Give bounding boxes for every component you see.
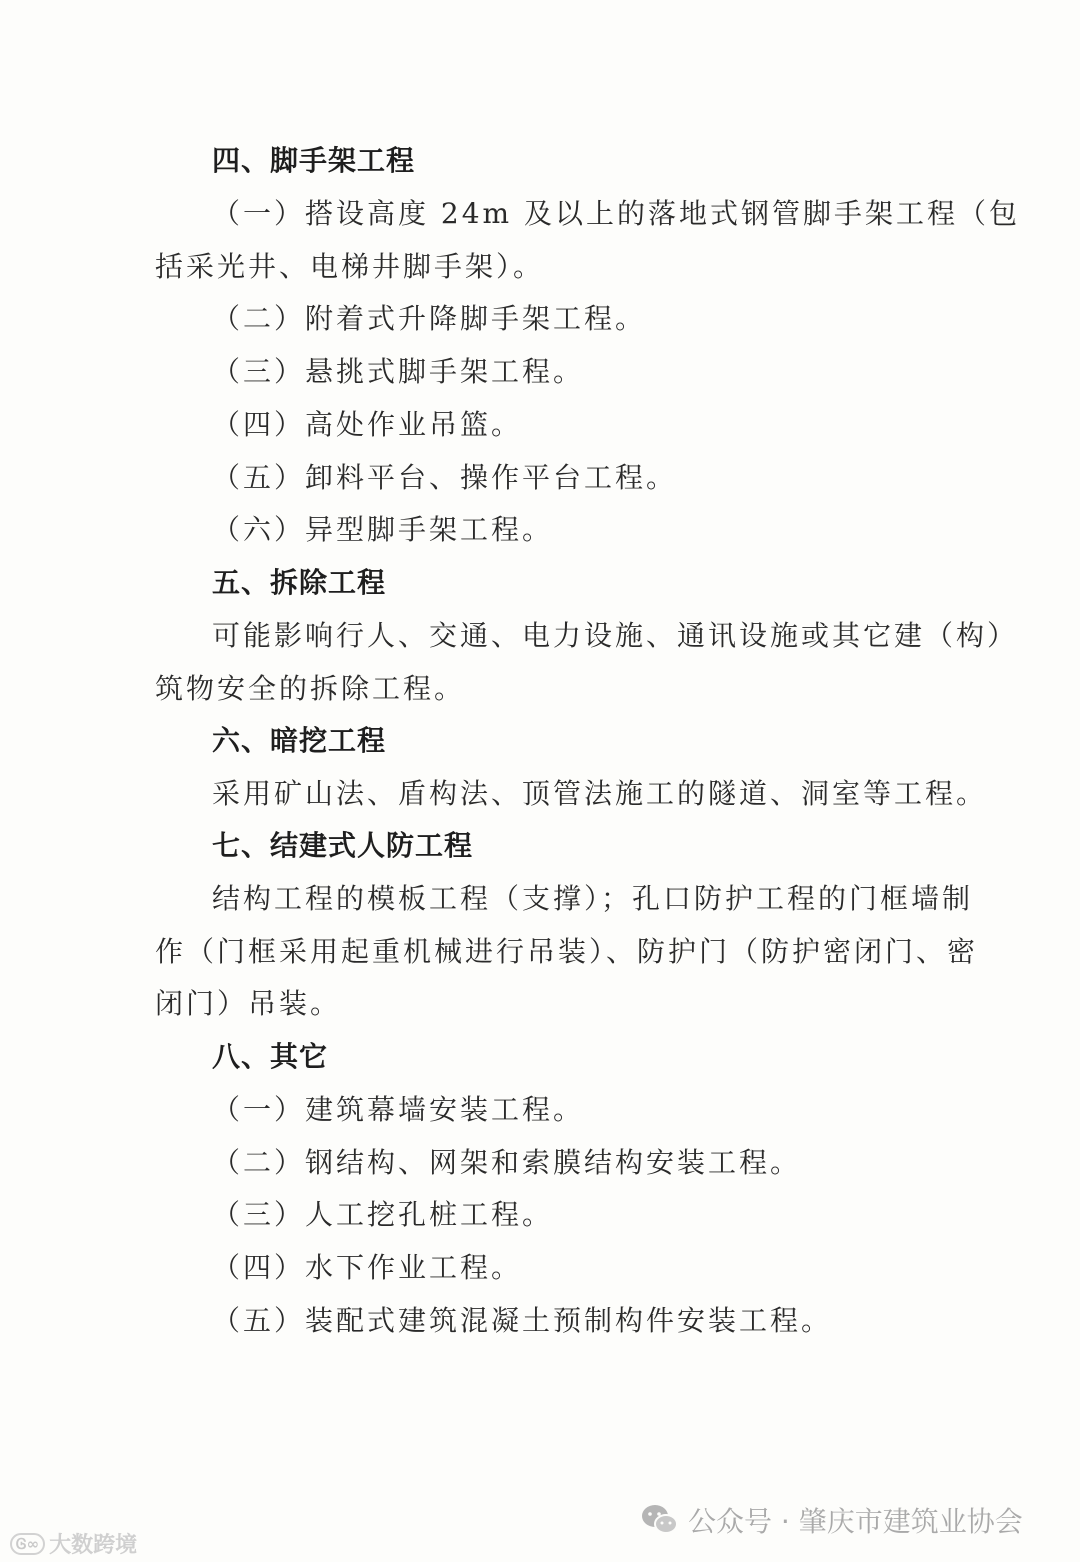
text-line: 筑物安全的拆除工程。 [155, 672, 466, 705]
text-line: 结构工程的模板工程（支撑）；孔口防护工程的门框墙制 [212, 882, 974, 915]
section-heading: 五、拆除工程 [212, 566, 387, 599]
section-heading: 四、脚手架工程 [212, 144, 416, 177]
section-heading: 八、其它 [212, 1040, 329, 1073]
watermark-left-text: 大数跨境 [49, 1533, 138, 1558]
text-line: 作（门框采用起重机械进行吊装）、防护门（防护密闭门、密 [155, 935, 979, 968]
list-item: （三）人工挖孔桩工程。 [212, 1198, 554, 1231]
text-line: 闭门）吊装。 [155, 987, 342, 1020]
watermark-left [10, 1528, 137, 1559]
list-item: （四）水下作业工程。 [212, 1251, 523, 1284]
section-heading: 七、结建式人防工程 [212, 829, 474, 862]
list-item: （五）卸料平台、操作平台工程。 [212, 461, 678, 494]
text-line: （一）搭设高度 24m 及以上的落地式钢管脚手架工程（包 [212, 197, 1020, 230]
text-line: 采用矿山法、盾构法、顶管法施工的隧道、洞室等工程。 [212, 777, 988, 810]
text-line: 可能影响行人、交通、电力设施、通讯设施或其它建（构） [212, 619, 1019, 652]
watermark-right [640, 1500, 1023, 1540]
watermark-right-text: 公众号 · 肇庆市建筑业协会 [688, 1505, 1023, 1538]
list-item: （三）悬挑式脚手架工程。 [212, 355, 585, 388]
text-line: 括采光井、电梯井脚手架）。 [155, 250, 545, 283]
list-item: （一）建筑幕墙安装工程。 [212, 1093, 585, 1126]
wechat-icon [640, 1503, 680, 1537]
list-item: （四）高处作业吊篮。 [212, 408, 523, 441]
list-item: （五）装配式建筑混凝土预制构件安装工程。 [212, 1304, 833, 1337]
section-heading: 六、暗挖工程 [212, 724, 387, 757]
list-item: （二）附着式升降脚手架工程。 [212, 302, 647, 335]
list-item: （六）异型脚手架工程。 [212, 513, 554, 546]
brand-logo-icon: Ꮆ∞ [10, 1533, 45, 1555]
list-item: （二）钢结构、网架和索膜结构安装工程。 [212, 1146, 802, 1179]
